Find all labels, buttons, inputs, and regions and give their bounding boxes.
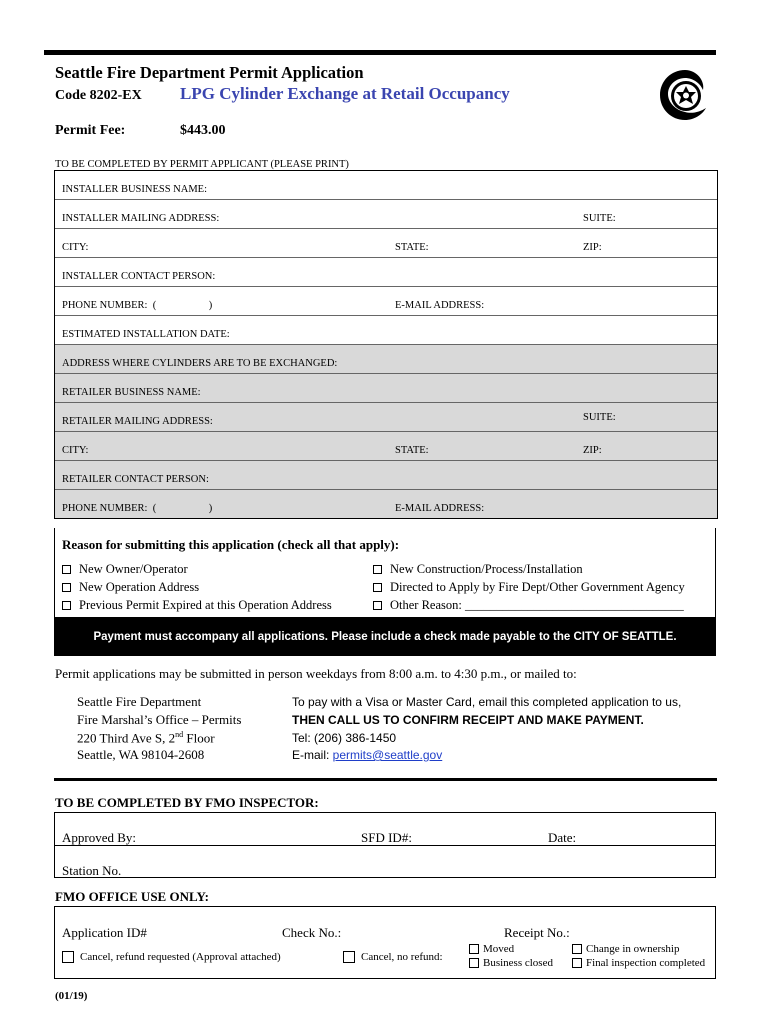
retailer-mailing-address-row[interactable]: [55, 403, 717, 432]
email-line: E-mail: permits@seattle.gov: [292, 748, 443, 762]
retailer-state-label: STATE:: [395, 445, 429, 456]
call-to-confirm-text: THEN CALL US TO CONFIRM RECEIPT AND MAKE PAYMENT.: [292, 713, 644, 727]
installer-mailing-address-row[interactable]: [55, 200, 717, 229]
business-closed-option[interactable]: Business closed: [469, 957, 553, 969]
moved-option[interactable]: Moved: [469, 943, 514, 955]
installer-contact-label: INSTALLER CONTACT PERSON:: [62, 271, 216, 282]
reason-previous-permit-expired[interactable]: Previous Permit Expired at this Operation Address: [62, 598, 332, 613]
applicant-instructions: TO BE COMPLETED BY PERMIT APPLICANT (PLEASE PRINT): [55, 159, 349, 170]
installer-city-row[interactable]: [55, 229, 717, 258]
installer-suite-label: SUITE:: [583, 213, 616, 224]
cancel-no-refund-option[interactable]: Cancel, no refund:: [343, 951, 443, 963]
mail-address-line2: Fire Marshal’s Office – Permits: [77, 712, 242, 727]
change-ownership-option[interactable]: Change in ownership: [572, 943, 679, 955]
section-divider: [54, 778, 717, 781]
fmo-inspector-title: TO BE COMPLETED BY FMO INSPECTOR:: [55, 795, 319, 810]
checkbox-icon[interactable]: [373, 565, 382, 574]
form-version: (01/19): [55, 990, 88, 1002]
reason-new-owner[interactable]: New Owner/Operator: [62, 562, 188, 577]
permit-fee-label: Permit Fee:: [55, 123, 126, 138]
installer-mailing-address-label: INSTALLER MAILING ADDRESS:: [62, 213, 220, 224]
form-subtitle: LPG Cylinder Exchange at Retail Occupancy: [180, 84, 510, 103]
form-code: Code 8202-EX: [55, 88, 142, 103]
submission-instructions: Permit applications may be submitted in person weekdays from 8:00 a.m. to 4:30 p.m., or mailed to:: [55, 666, 577, 681]
retailer-business-name-row[interactable]: [55, 374, 717, 403]
retailer-email-label: E-MAIL ADDRESS:: [395, 503, 485, 514]
sfd-id-label: SFD ID#:: [361, 830, 412, 845]
reason-directed-to-apply[interactable]: Directed to Apply by Fire Dept/Other Government Agency: [373, 580, 685, 595]
retailer-mailing-address-label: RETAILER MAILING ADDRESS:: [62, 416, 213, 427]
card-payment-text: To pay with a Visa or Master Card, email this completed application to us,: [292, 695, 682, 709]
installer-phone-row[interactable]: [55, 287, 717, 316]
checkbox-icon[interactable]: [62, 565, 71, 574]
checkbox-icon[interactable]: [343, 951, 355, 963]
installer-email-label: E-MAIL ADDRESS:: [395, 300, 485, 311]
retailer-suite-label: SUITE:: [583, 412, 616, 423]
reason-title: Reason for submitting this application (check all that apply):: [62, 537, 400, 552]
installer-phone-label: PHONE NUMBER: ( ): [62, 300, 213, 311]
checkbox-icon[interactable]: [373, 583, 382, 592]
date-label: Date:: [548, 830, 577, 845]
form-title: Seattle Fire Department Permit Application: [55, 63, 364, 82]
reason-new-operation-address[interactable]: New Operation Address: [62, 580, 199, 595]
retailer-phone-row[interactable]: [55, 490, 717, 519]
checkbox-icon[interactable]: [572, 958, 582, 968]
phone-number: Tel: (206) 386-1450: [292, 731, 397, 745]
approved-by-label: Approved By:: [62, 830, 137, 845]
retailer-city-label: CITY:: [62, 445, 89, 456]
office-use-title: FMO OFFICE USE ONLY:: [55, 889, 209, 904]
applicant-info-grid: [54, 170, 718, 519]
checkbox-icon[interactable]: [572, 944, 582, 954]
final-inspection-option[interactable]: Final inspection completed: [572, 957, 705, 969]
permit-fee-value: $443.00: [180, 123, 226, 138]
retailer-phone-label: PHONE NUMBER: ( ): [62, 503, 213, 514]
fire-department-logo: [658, 68, 712, 122]
payment-notice: Payment must accompany all applications. Please include a check made payable to the CITY OF SEATTLE.: [54, 618, 716, 656]
cancel-refund-option[interactable]: Cancel, refund requested (Approval attached): [62, 951, 281, 963]
retailer-contact-row[interactable]: [55, 461, 717, 490]
mail-address-line4: Seattle, WA 98104-2608: [77, 747, 205, 762]
check-no-label: Check No.:: [282, 925, 342, 940]
receipt-no-label: Receipt No.:: [504, 925, 570, 940]
installer-contact-row[interactable]: [55, 258, 717, 287]
email-link[interactable]: permits@seattle.gov: [332, 748, 443, 762]
installer-zip-label: ZIP:: [583, 242, 602, 253]
checkbox-icon[interactable]: [373, 601, 382, 610]
installation-date-label: ESTIMATED INSTALLATION DATE:: [62, 329, 230, 340]
mail-address-line3: 220 Third Ave S, 2nd Floor: [77, 730, 215, 746]
mail-address-line1: Seattle Fire Department: [77, 694, 202, 709]
installation-date-row[interactable]: [55, 316, 717, 345]
checkbox-icon[interactable]: [62, 951, 74, 963]
application-id-label: Application ID#: [62, 925, 147, 940]
exchange-address-row[interactable]: [55, 345, 717, 374]
top-rule: [44, 50, 716, 55]
exchange-address-label: ADDRESS WHERE CYLINDERS ARE TO BE EXCHANGED:: [62, 358, 338, 369]
retailer-zip-label: ZIP:: [583, 445, 602, 456]
installer-business-name-row[interactable]: [55, 171, 717, 200]
installer-city-label: CITY:: [62, 242, 89, 253]
retailer-business-name-label: RETAILER BUSINESS NAME:: [62, 387, 201, 398]
checkbox-icon[interactable]: [469, 958, 479, 968]
checkbox-icon[interactable]: [62, 583, 71, 592]
reason-new-construction[interactable]: New Construction/Process/Installation: [373, 562, 583, 577]
installer-state-label: STATE:: [395, 242, 429, 253]
retailer-city-row[interactable]: [55, 432, 717, 461]
reason-other[interactable]: Other Reason: ___________________________________: [373, 598, 684, 613]
checkbox-icon[interactable]: [469, 944, 479, 954]
checkbox-icon[interactable]: [62, 601, 71, 610]
retailer-contact-label: RETAILER CONTACT PERSON:: [62, 474, 209, 485]
station-no-label: Station No.: [62, 863, 122, 878]
installer-business-name-label: INSTALLER BUSINESS NAME:: [62, 184, 208, 195]
